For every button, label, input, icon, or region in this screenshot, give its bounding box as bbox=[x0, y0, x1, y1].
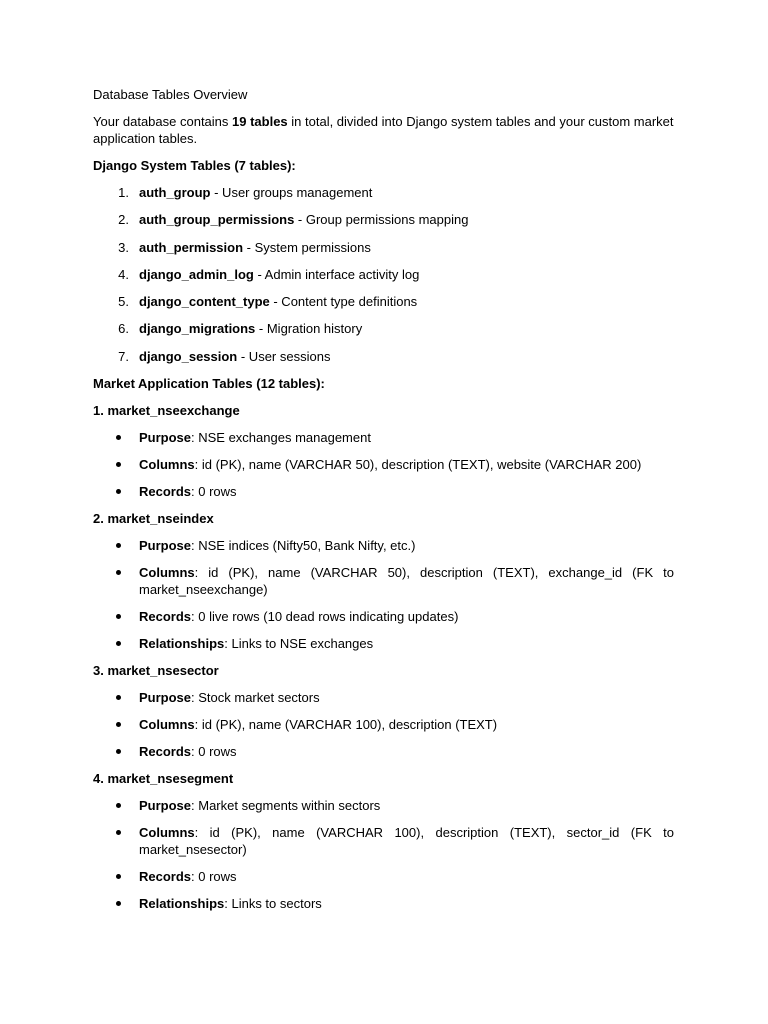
bullet-text: : Market segments within sectors bbox=[191, 798, 381, 814]
bullet-list bbox=[93, 537, 674, 652]
list-number: 3. bbox=[118, 239, 129, 255]
intro-table-count: 19 tables bbox=[232, 114, 288, 129]
bullet-item bbox=[93, 895, 674, 912]
bullet-label: Records bbox=[139, 744, 192, 760]
table-name: auth_group_permissions bbox=[139, 212, 295, 228]
list-item bbox=[93, 211, 674, 228]
document-title: Database Tables Overview bbox=[93, 87, 248, 102]
table-description: - Group permissions mapping bbox=[294, 212, 469, 228]
bullet-item bbox=[93, 797, 674, 814]
section-heading: 1. market_nseexchange bbox=[93, 403, 240, 419]
bullet-item bbox=[93, 635, 674, 652]
bullet-list bbox=[93, 797, 674, 912]
bullet-text: : 0 rows bbox=[191, 869, 237, 885]
table-name: auth_group bbox=[139, 185, 211, 200]
bullet-text: : id (PK), name (VARCHAR 50), description (TEXT), website (VARCHAR 200) bbox=[194, 457, 642, 473]
bullet-list bbox=[93, 429, 674, 500]
list-item bbox=[93, 320, 674, 337]
list-item bbox=[93, 266, 674, 283]
bullet-label: Purpose bbox=[139, 430, 192, 446]
bullet-text: : Stock market sectors bbox=[191, 690, 320, 706]
list-item bbox=[93, 293, 674, 310]
bullet-item bbox=[93, 537, 674, 554]
bullet-label: Purpose bbox=[139, 798, 192, 814]
bullet-text: : Links to NSE exchanges bbox=[224, 636, 374, 652]
bullet-item bbox=[93, 564, 674, 598]
list-number: 4. bbox=[118, 266, 129, 282]
table-name: django_admin_log bbox=[139, 266, 254, 282]
bullet-item bbox=[93, 716, 674, 733]
section-heading: 4. market_nsesegment bbox=[93, 771, 234, 787]
list-number: 7. bbox=[118, 348, 129, 364]
bullet-text: : id (PK), name (VARCHAR 100), description (TEXT), sector_id (FK to market_nsesector) bbox=[139, 825, 674, 858]
market-tables-heading: Market Application Tables (12 tables): bbox=[93, 376, 325, 392]
bullet-label: Columns bbox=[139, 457, 195, 473]
bullet-label: Columns bbox=[139, 825, 195, 841]
bullet-list bbox=[93, 689, 674, 760]
bullet-label: Records bbox=[139, 484, 192, 500]
list-number: 6. bbox=[118, 321, 129, 337]
section-heading: 2. market_nseindex bbox=[93, 511, 214, 527]
bullet-text: : id (PK), name (VARCHAR 100), description (TEXT) bbox=[194, 717, 498, 733]
bullet-text: : 0 rows bbox=[191, 484, 237, 500]
bullet-text: : 0 live rows (10 dead rows indicating updates) bbox=[191, 609, 459, 625]
table-name: auth_permission bbox=[139, 239, 244, 255]
bullet-item bbox=[93, 608, 674, 625]
bullet-text: : NSE exchanges management bbox=[191, 430, 371, 446]
bullet-label: Relationships bbox=[139, 636, 225, 652]
bullet-item bbox=[93, 456, 674, 473]
bullet-label: Purpose bbox=[139, 538, 192, 554]
bullet-label: Columns bbox=[139, 717, 195, 733]
list-number: 1. bbox=[118, 185, 129, 200]
bullet-item bbox=[93, 743, 674, 760]
bullet-text: : id (PK), name (VARCHAR 50), description (TEXT), exchange_id (FK to market_nseexchange) bbox=[139, 565, 674, 598]
list-number: 2. bbox=[118, 212, 129, 228]
list-item bbox=[93, 348, 674, 365]
bullet-item bbox=[93, 483, 674, 500]
list-number: 5. bbox=[118, 294, 129, 310]
table-description: - User groups management bbox=[210, 185, 373, 200]
list-item bbox=[93, 184, 674, 201]
bullet-item bbox=[93, 689, 674, 706]
list-item bbox=[93, 239, 674, 256]
document-body bbox=[93, 86, 674, 922]
table-description: - Content type definitions bbox=[269, 294, 418, 310]
bullet-label: Records bbox=[139, 609, 192, 625]
section-heading: 3. market_nsesector bbox=[93, 663, 219, 679]
table-name: django_migrations bbox=[139, 321, 256, 337]
bullet-label: Columns bbox=[139, 565, 195, 581]
bullet-label: Records bbox=[139, 869, 192, 885]
intro-paragraph: Your database contains 19 tables in total, divided into Django system tables and your custom market application tables. bbox=[93, 114, 674, 146]
table-description: - User sessions bbox=[237, 348, 331, 364]
bullet-label: Purpose bbox=[139, 690, 192, 706]
bullet-item bbox=[93, 824, 674, 858]
bullet-item bbox=[93, 429, 674, 446]
bullet-item bbox=[93, 868, 674, 885]
table-description: - Migration history bbox=[255, 321, 363, 337]
bullet-label: Relationships bbox=[139, 896, 225, 912]
django-tables-list bbox=[93, 184, 674, 365]
bullet-text: : 0 rows bbox=[191, 744, 237, 760]
bullet-text: : NSE indices (Nifty50, Bank Nifty, etc.) bbox=[191, 538, 416, 554]
table-description: - System permissions bbox=[243, 239, 371, 255]
bullet-text: : Links to sectors bbox=[224, 896, 322, 912]
table-name: django_content_type bbox=[139, 294, 270, 310]
table-description: - Admin interface activity log bbox=[253, 266, 420, 282]
django-tables-heading: Django System Tables (7 tables): bbox=[93, 158, 296, 173]
table-name: django_session bbox=[139, 348, 238, 364]
